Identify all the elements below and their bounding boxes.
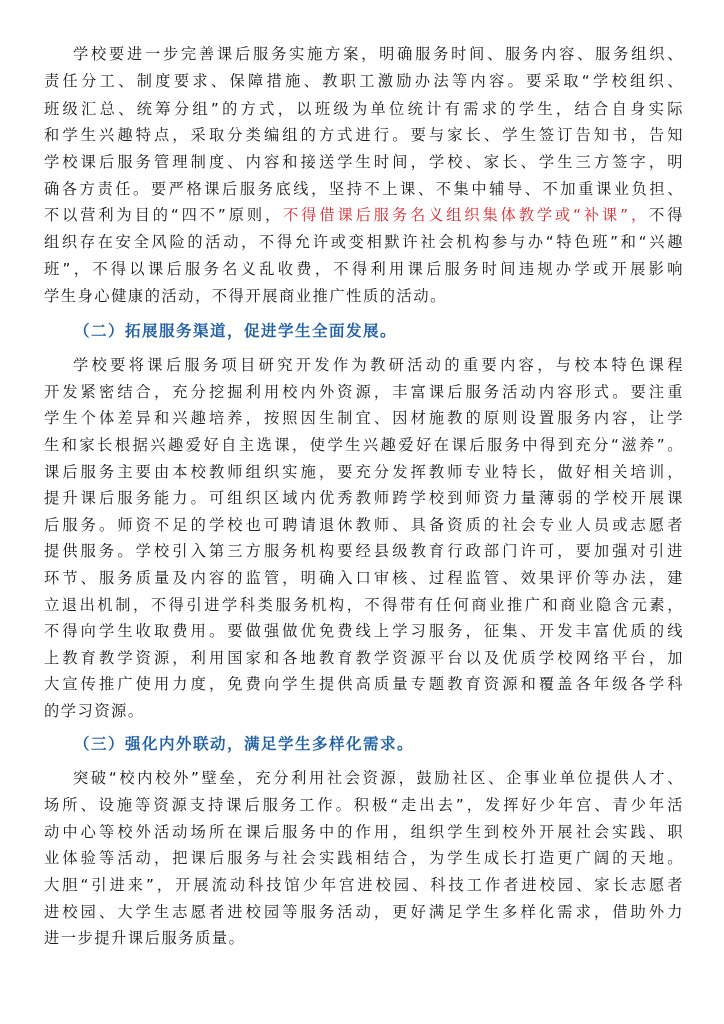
paragraph-line: 大胆“引进来”，开展流动科技馆少年宫进校园、科技工作者进校园、家长志愿者 [44,876,684,894]
paragraph-line: 大宣传推广使用力度，免费向学生提供高质量专题教育资源和覆盖各年级各学科 [44,675,684,693]
paragraph-line: 提供服务。学校引入第三方服务机构要经县级教育行政部门许可，要加强对引进 [44,542,684,560]
paragraph-line: 立退出机制，不得引进学科类服务机构，不得带有任何商业推广和商业隐含元素， [44,596,684,614]
paragraph-line: 学校要将课后服务项目研究开发作为教研活动的重要内容，与校本特色课程 [73,356,684,374]
paragraph-line: 后服务。师资不足的学校也可聘请退休教师、具备资质的社会专业人员或志愿者 [44,516,684,534]
line-text: 不得 [649,206,684,224]
section-heading: （三）强化内外联动，满足学生多样化需求。 [74,735,415,753]
paragraph-line: 课后服务主要由本校教师组织实施，要充分发挥教师专业特长，做好相关培训， [44,463,684,481]
paragraph-line: 和学生兴趣特点，采取分类编组的方式进行。要与家长、学生签订告知书，告知 [44,126,684,144]
paragraph-line: 提升课后服务能力。可组织区域内优秀教师跨学校到师资力量薄弱的学校开展课 [44,489,684,507]
paragraph-line: 场所、设施等资源支持课后服务工作。积极“走出去”，发挥好少年宫、青少年活 [44,796,684,814]
paragraph-line: 业体验等活动，把课后服务与社会实践相结合，为学生成长打造更广阔的天地。 [44,849,684,867]
paragraph-line: 开发紧密结合，充分挖掘利用校内外资源，丰富课后服务活动内容形式。要注重 [44,383,684,401]
section-heading: （二）拓展服务渠道，促进学生全面发展。 [74,322,398,340]
paragraph-line: 责任分工、制度要求、保障措施、教职工激励办法等内容。要采取“学校组织、 [44,72,684,90]
paragraph-line: 确各方责任。要严格课后服务底线，坚持不上课、不集中辅导、不加重课业负担、 [44,180,684,198]
paragraph-line: 学校课后服务管理制度、内容和接送学生时间，学校、家长、学生三方签字，明 [44,153,684,171]
paragraph-line: 环节、服务质量及内容的监管，明确入口审核、过程监管、效果评价等办法，建 [44,569,684,587]
paragraph-line: 学校要进一步完善课后服务实施方案，明确服务时间、服务内容、服务组织、 [73,45,684,63]
highlighted-text: 不得借课后服务名义组织集体教学或“补课”， [283,206,650,224]
paragraph-line: 动中心等校外活动场所在课后服务中的作用，组织学生到校外开展社会实践、职 [44,823,684,841]
paragraph-line: 班”，不得以课后服务名义乱收费，不得利用课后服务时间违规办学或开展影响 [44,260,684,278]
paragraph-line: 学生个体差异和兴趣培养，按照因生制宜、因材施教的原则设置服务内容，让学 [44,409,684,427]
paragraph-line: 进校园、大学生志愿者进校园等服务活动，更好满足学生多样化需求，借助外力 [44,903,684,921]
paragraph-line: 上教育教学资源，利用国家和各地教育教学资源平台以及优质学校网络平台，加 [44,649,684,667]
paragraph-line: 不得向学生收取费用。要做强做优免费线上学习服务，征集、开发丰富优质的线 [44,622,684,640]
paragraph-line-with-highlight [44,202,684,228]
paragraph-line: 班级汇总、统筹分组”的方式，以班级为单位统计有需求的学生，结合自身实际 [44,100,684,118]
paragraph-line: 的学习资源。 [44,702,145,720]
paragraph-line: 生和家长根据兴趣爱好自主选课，使学生兴趣爱好在课后服务中得到充分“滋养”。 [44,436,684,454]
paragraph-line: 进一步提升课后服务质量。 [44,929,246,947]
paragraph-line: 组织存在安全风险的活动，不得允许或变相默许社会机构参与办“特色班”和“兴趣 [44,233,684,251]
paragraph-line: 突破“校内校外”壁垒，充分利用社会资源，鼓励社区、企事业单位提供人才、 [73,769,684,787]
line-text: 不以营利为目的“四不”原则， [44,206,284,224]
paragraph-line: 学生身心健康的活动，不得开展商业推广性质的活动。 [44,287,447,305]
